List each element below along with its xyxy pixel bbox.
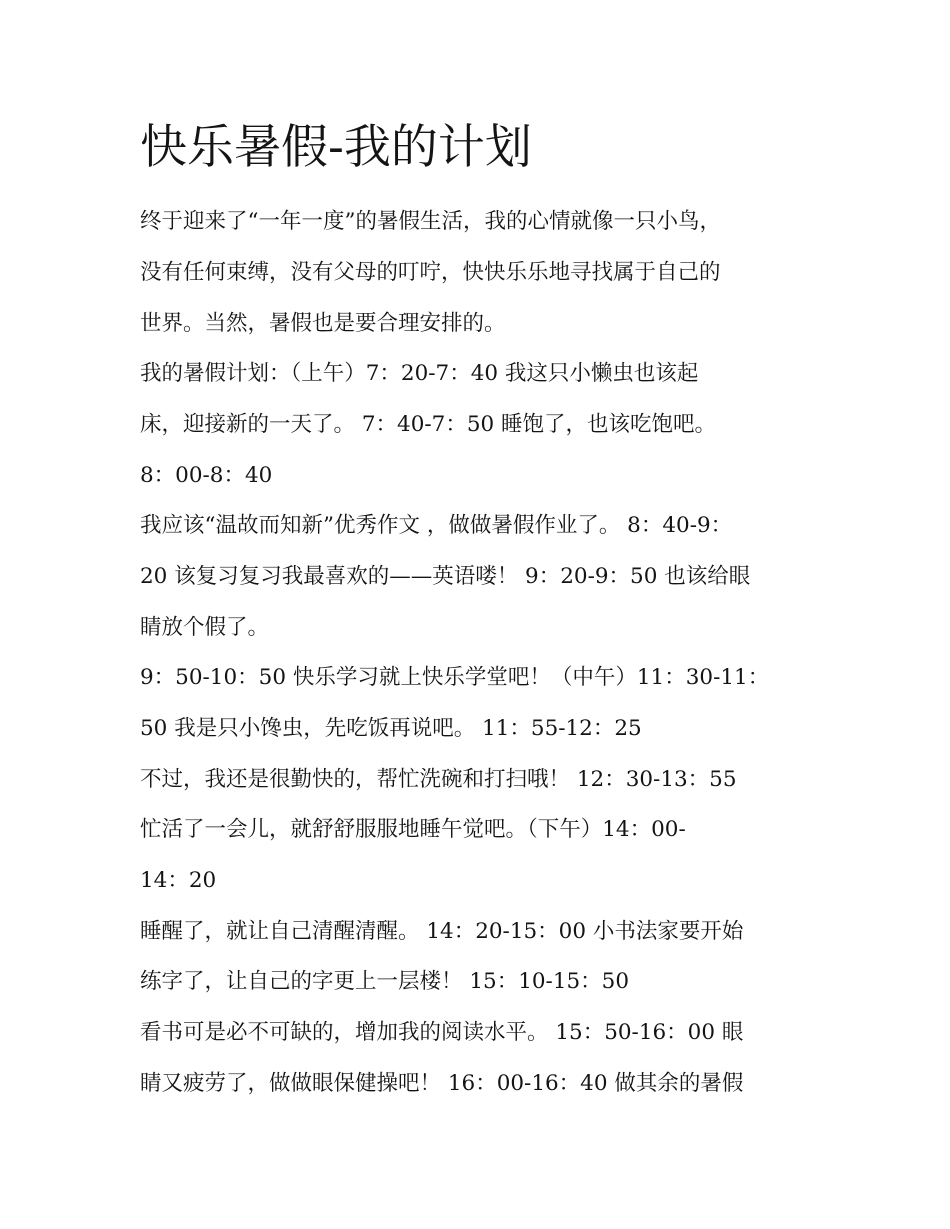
body-line: 8：00-8：40 [140, 463, 273, 488]
body-line: 练字了，让自己的字更上一层楼！ 15：10-15：50 [140, 969, 630, 994]
document-title: 快乐暑假-我的计划 [140, 120, 532, 175]
body-line: 我应该“温故而知新”优秀作文 ，做做暑假作业了。 8：40-9： [140, 513, 733, 538]
body-line: 床，迎接新的一天了。 7：40-7：50 睡饱了，也该吃饱吧。 [140, 412, 717, 437]
body-line: 睛又疲劳了，做做眼保健操吧！ 16：00-16：40 做其余的暑假 [140, 1071, 744, 1096]
body-line: 世界。当然，暑假也是要合理安排的。 [140, 311, 506, 336]
body-line: 忙活了一会儿，就舒舒服服地睡午觉吧。（下午）14：00- [140, 817, 686, 842]
body-line: 50 我是只小馋虫，先吃饭再说吧。 11：55-12：25 [140, 716, 642, 741]
body-line: 睛放个假了。 [140, 615, 270, 640]
body-line: 不过，我还是很勤快的，帮忙洗碗和打扫哦！ 12：30-13：55 [140, 767, 737, 792]
body-line: 我的暑假计划：（上午）7：20-7：40 我这只小懒虫也该起 [140, 361, 699, 386]
body-line: 没有任何束缚，没有父母的叮咛，快快乐乐地寻找属于自己的 [140, 260, 721, 285]
body-line: 睡醒了，就让自己清醒清醒。 14：20-15：00 小书法家要开始 [140, 919, 744, 944]
body-line: 9：50-10：50 快乐学习就上快乐学堂吧！（中午）11：30-11： [140, 665, 770, 690]
body-line: 看书可是必不可缺的，增加我的阅读水平。 15：50-16：00 眼 [140, 1020, 744, 1045]
body-line: 14：20 [140, 868, 217, 893]
body-line: 终于迎来了“一年一度”的暑假生活，我的心情就像一只小鸟， [140, 209, 721, 234]
body-line: 20 该复习复习我最喜欢的——英语喽！ 9：20-9：50 也该给眼 [140, 564, 751, 589]
